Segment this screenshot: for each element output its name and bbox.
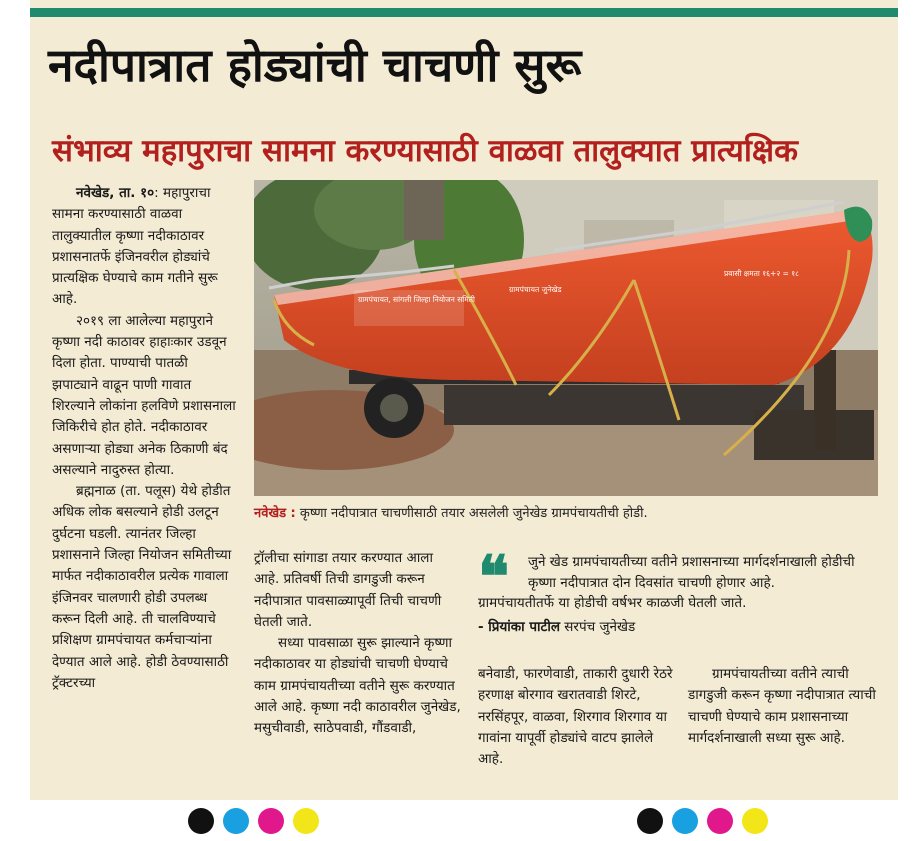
paragraph: ब्रह्मनाळ (ता. पलूस) येथे होडीत अधिक लोक बसल्याने होडी उलटून दुर्घटना घडली. त्यानंतर जिल्हा प्रशासनाने जिल्हा नियोजन समितीच्या मार्फत नदीकाठावरील प्रत्येक गावाला इंजिनवर चालणारी होडी उपलब्ध करून दिली आहे. ती चालविण्याचे प्रशिक्षण ग्रामपंचायत कर्मचाऱ्यांना देण्यात आले आहे. होडी ठेवण्यासाठी ट्रॅक्टरच्या: [52, 483, 232, 691]
magenta-dot: [707, 808, 733, 834]
paragraph: बनेवाडी, फारणेवाडी, ताकारी दुधारी रेठरे हरणाक्ष बोरगाव खरातवाडी शिरटे, नरसिंहपूर, वाळवा, शिरगाव शिरगाव या गावांना यापूर्वी होड्यांचे वाटप झालेले आहे.: [478, 666, 673, 768]
quote-mark-icon: ❝: [478, 543, 510, 611]
boat-label-left: ग्रामपंचायत, सांगली जिल्हा नियोजन समिती: [358, 295, 475, 304]
paragraph: सध्या पावसाळा सुरू झाल्याने कृष्णा नदीकाठावर या होड्यांची चाचणी घेण्याचे काम ग्रामपंचायतीच्या वतीने सुरू करण्यात आले आहे. कृष्णा नदी काठावरील जुनेखेड, मसुचीवाडी, साठेपवाडी, गौंडवाडी,: [254, 635, 461, 737]
boat-illustration: [254, 180, 878, 496]
dateline: नवेखेड, ता. १०: [76, 185, 155, 201]
boat-label-mid: ग्रामपंचायत जुनेखेड: [509, 285, 562, 294]
black-dot: [637, 808, 663, 834]
article-column-3: [478, 664, 678, 770]
caption-text: कृष्णा नदीपात्रात चाचणीसाठी तयार असलेली जुनेखेड ग्रामपंचायतीची होडी.: [295, 506, 648, 521]
caption-dateline: नवेखेड :: [254, 506, 296, 521]
subheadline: संभाव्य महापुराचा सामना करण्यासाठी वाळवा तालुक्यात प्रात्यक्षिक: [52, 133, 798, 169]
yellow-dot: [293, 808, 319, 834]
cyan-dot: [223, 808, 249, 834]
boat-photo: [254, 180, 878, 496]
yellow-dot: [742, 808, 768, 834]
paragraph: [52, 183, 238, 311]
paragraph: २०१९ ला आलेल्या महापुराने कृष्णा नदी काठावर हाहाःकार उडवून दिला होता. पाण्याची पातळी झपाट्याने वाढून पाणी गावात शिरल्याने लोकांना हलविणे प्रशासनाला जिकिरीचे होत होते. नदीकाठावर असणाऱ्या होड्या अनेक ठिकाणी बंद असल्याने नादुरुस्त होत्या.: [52, 312, 236, 478]
magenta-dot: [258, 808, 284, 834]
article-column-2: [254, 548, 462, 740]
pull-quote-text-2: ग्रामपंचायतीतर्फे या होडीची वर्षभर काळजी घेतली जाते.: [478, 595, 747, 611]
cyan-dot: [672, 808, 698, 834]
registration-marks-left: [188, 808, 319, 834]
paragraph: ग्रामपंचायतीच्या वतीने त्याची डागडुजी करून कृष्णा नदीपात्रात त्याची चाचणी घेण्याचे काम प्रशासनाच्या मार्गदर्शनाखाली सध्या सुरू आहे.: [688, 666, 876, 746]
registration-marks-right: [637, 808, 768, 834]
paragraph-text: : महापुराचा सामना करण्यासाठी वाळवा तालुक्यातील कृष्णा नदीकाठावर प्रशासनातर्फे इंजिनवरील होड्यांचे प्रात्यक्षिक घेण्याचे काम गतीने सुरू आहे.: [52, 185, 218, 308]
article-column-1: [52, 183, 238, 694]
pull-quote-text: जुने खेड ग्रामपंचायतीच्या वतीने प्रशासनाच्या मार्गदर्शनाखाली होडीची कृष्णा नदीपात्रात दोन दिवसांत चाचणी होणार आहे.: [528, 554, 855, 591]
top-accent-bar: [30, 8, 898, 17]
photo-caption: [254, 504, 878, 524]
paragraph: ट्रॉलीचा सांगाडा तयार करण्यात आला आहे. प्रतिवर्षी तिची डागडुजी करून नदीपात्रात पावसाळ्यापूर्वी तिची चाचणी घेतली जाते.: [254, 550, 442, 630]
black-dot: [188, 808, 214, 834]
headline: नदीपात्रात होड्यांची चाचणी सुरू: [48, 38, 582, 92]
boat-label-right: प्रवासी क्षमता १६+२ = १८: [724, 269, 800, 278]
article-column-4: [688, 664, 882, 749]
quote-attribution: [478, 617, 635, 637]
quote-role: सरपंच जुनेखेड: [560, 619, 636, 635]
quote-author: - प्रियांका पाटील: [478, 619, 560, 635]
